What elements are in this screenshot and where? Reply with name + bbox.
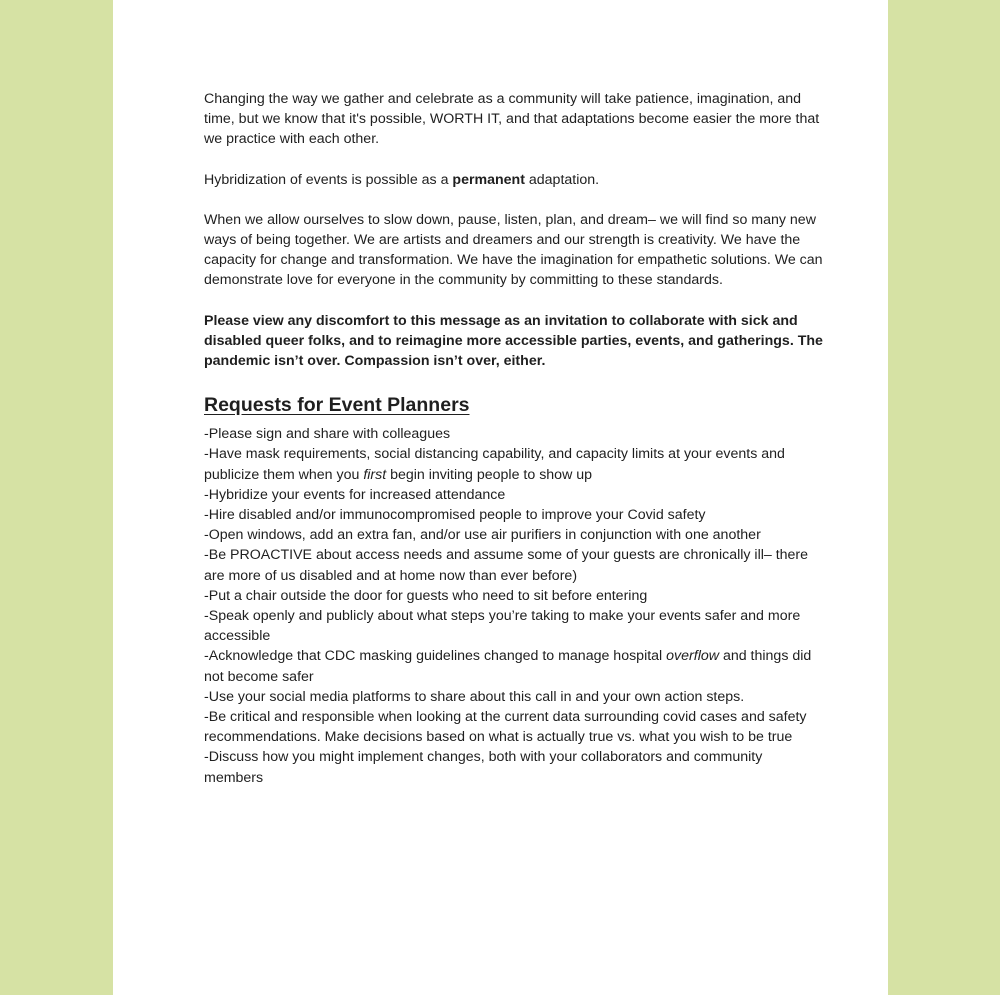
list-item: -Open windows, add an extra fan, and/or use air purifiers in conjunction with one another <box>204 527 761 544</box>
document-content <box>204 89 824 788</box>
emphasis-first: first <box>363 466 387 483</box>
document-page <box>113 0 888 995</box>
list-item: -Use your social media platforms to share about this call in and your own action steps. <box>204 688 745 705</box>
requests-list <box>204 424 824 788</box>
list-item: -Hybridize your events for increased attendance <box>204 486 506 503</box>
paragraph-hybridization: Hybridization of events is possible as a permanent adaptation. <box>204 171 600 188</box>
list-item: -Be critical and responsible when looking at the current data surrounding covid cases and safety recommendations. Make decisions based on what is actually true vs. what you wish to be true <box>204 709 807 746</box>
list-item: -Put a chair outside the door for guests who need to sit before entering <box>204 587 648 604</box>
list-item: -Discuss how you might implement changes, both with your collaborators and community members <box>204 749 763 786</box>
paragraph-slow-down: When we allow ourselves to slow down, pause, listen, plan, and dream– we will find so many new ways of being together. We are artists and dreamers and our strength is creativity. We have the capacity for change and transformation. We have the imagination for empathetic solutions. We can demonstrate love for everyone in the community by committing to these standards. <box>204 211 823 289</box>
requests-heading: Requests for Event Planners <box>204 394 470 417</box>
list-item: -Be PROACTIVE about access needs and assume some of your guests are chronically ill– there are more of us disabled and at home now than ever before) <box>204 547 809 584</box>
emphasis-permanent: permanent <box>452 171 525 188</box>
list-item: -Speak openly and publicly about what steps you’re taking to make your events safer and more accessible <box>204 608 801 645</box>
list-item: -Hire disabled and/or immunocompromised people to improve your Covid safety <box>204 507 706 524</box>
list-item: -Have mask requirements, social distancing capability, and capacity limits at your events and publicize them when you first begin inviting people to show up <box>204 446 785 483</box>
list-item: -Acknowledge that CDC masking guidelines changed to manage hospital overflow and things did not become safer <box>204 648 812 685</box>
list-item: -Please sign and share with colleagues <box>204 426 451 443</box>
paragraph-invitation: Please view any discomfort to this message as an invitation to collaborate with sick and disabled queer folks, and to reimagine more accessible parties, events, and gatherings. The pandemic isn’t over. Compassion isn’t over, either. <box>204 312 823 370</box>
emphasis-overflow: overflow <box>666 648 719 665</box>
paragraph-gathering: Changing the way we gather and celebrate as a community will take patience, imagination, and time, but we know that it's possible, WORTH IT, and that adaptations become easier the more that we practice with each other. <box>204 91 820 148</box>
